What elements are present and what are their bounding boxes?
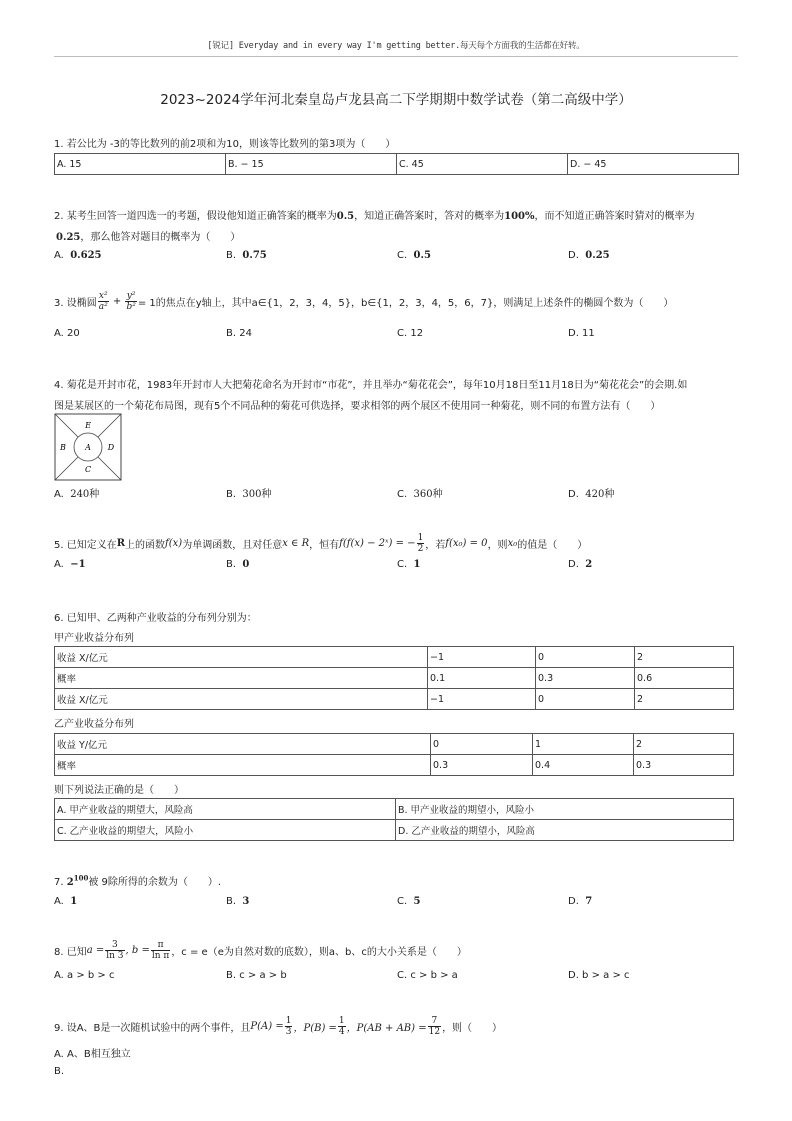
table-cell: 2 xyxy=(635,689,734,710)
q2-prob-guess: 0.25 xyxy=(56,232,81,243)
q1-stem: 1. 若公比为 -3的等比数列的前2项和为10，则该等比数列的第3项为（ ） xyxy=(54,139,396,150)
q3-option-d[interactable]: D. 11 xyxy=(568,328,595,339)
q6-question: 则下列说法正确的是（ ） xyxy=(54,785,184,796)
q7-option-b[interactable]: B. 3 xyxy=(226,896,250,907)
q2-option-c[interactable]: C. 0.5 xyxy=(397,250,431,261)
table-cell: 2 xyxy=(634,734,734,755)
q4-option-d[interactable]: D. 420种 xyxy=(568,489,615,500)
q3-frac-x: $\frac{\text{x²}}{\text{a²}}$ xyxy=(98,291,108,312)
q4-region-d: D xyxy=(107,443,115,452)
table-cell: 1 xyxy=(533,734,634,755)
q5-option-b[interactable]: B. 0 xyxy=(226,559,250,570)
q5-option-c[interactable]: C. 1 xyxy=(397,559,421,570)
table-cell: 收益 X/亿元 xyxy=(55,647,428,668)
q2-text-d: ，那么他答对题目的概率为（ ） xyxy=(80,232,241,243)
table-cell: 0.4 xyxy=(533,755,634,776)
table-cell: 0 xyxy=(431,734,533,755)
q2-stem-line1 xyxy=(54,207,695,222)
q6-option-c[interactable]: C. 乙产业收益的期望大，风险小 xyxy=(55,820,396,841)
table-cell: 0.6 xyxy=(635,668,734,689)
q6-option-b[interactable]: B. 甲产业收益的期望小，风险小 xyxy=(396,799,734,820)
q9-stem: 9. 设A、B是一次随机试验中的两个事件，且P(A) = $\frac{1}{3}$ ，P(B) = $\frac{1}{4}$ ，P(AB + AB) = $\frac{7}{12}$ ，则（ ） xyxy=(54,1016,503,1037)
table-cell: 0 xyxy=(536,689,635,710)
table-cell: 收益 X/亿元 xyxy=(55,689,428,710)
q7-option-c[interactable]: C. 5 xyxy=(397,896,421,907)
q5-option-a[interactable]: A. −1 xyxy=(54,559,86,570)
q2-text-b: ，知道正确答案时，答对的概率为 xyxy=(354,211,505,222)
table-row xyxy=(55,647,734,668)
q1-options-table xyxy=(54,153,739,175)
q8-option-b[interactable]: B. c > a > b xyxy=(226,970,287,981)
q6-option-a[interactable]: A. 甲产业收益的期望大，风险高 xyxy=(55,799,396,820)
q8-option-a[interactable]: A. a > b > c xyxy=(54,970,115,981)
table-cell: −1 xyxy=(428,689,536,710)
q4-region-a: A xyxy=(85,443,91,452)
q9-option-a[interactable]: A. A、B相互独立 xyxy=(54,1049,131,1060)
q2-option-a[interactable]: A. 0.625 xyxy=(54,250,102,261)
q4-region-c: C xyxy=(84,465,92,474)
q8-option-c[interactable]: C. c > b > a xyxy=(397,970,458,981)
q2-stem-line2 xyxy=(56,228,240,243)
table-cell: 0 xyxy=(536,647,635,668)
q5-stem: 5. 已知定义在R上的函数f(x)为单调函数，且对任意x ∈ R，恒有f(f(x) − 2ˣ) = − $\frac{1}{2}$ ，若f(x₀) = 0，则x₀的值是（ ） xyxy=(54,533,588,554)
q6-table-2 xyxy=(54,733,734,776)
q3-stem xyxy=(54,291,673,312)
q3-text-b: = 1的焦点在y轴上，其中a∈{1，2，3，4，5}，b∈{1，2，3，4，5，6，7}，则满足上述条件的椭圆个数为（ ） xyxy=(137,298,674,309)
q4-region-b: B xyxy=(60,443,66,452)
q3-option-a[interactable]: A. 20 xyxy=(54,328,80,339)
q4-flower-layout-diagram xyxy=(54,413,122,481)
q6-stem: 6. 已知甲、乙两种产业收益的分布列分别为： xyxy=(54,613,257,624)
q2-prob-correct: 100% xyxy=(504,211,535,222)
q4-option-b[interactable]: B. 300种 xyxy=(226,489,272,500)
q2-text-c: ，而不知道正确答案时猜对的概率为 xyxy=(534,211,695,222)
q2-text-a: 2. 某考生回答一道四选一的考题，假设他知道正确答案的概率为 xyxy=(54,211,337,222)
q4-region-e: E xyxy=(85,421,91,430)
page-title: 2023~2024学年河北秦皇岛卢龙县高二下学期期中数学试卷（第二高级中学） xyxy=(160,92,632,108)
table-cell: 概率 xyxy=(55,755,431,776)
q1-option-b[interactable]: B. − 15 xyxy=(226,154,397,175)
q3-option-b[interactable]: B. 24 xyxy=(226,328,252,339)
table-cell: 概率 xyxy=(55,668,428,689)
q2-prob-know: 0.5 xyxy=(336,211,355,222)
q7-option-a[interactable]: A. 1 xyxy=(54,896,78,907)
table-cell: −1 xyxy=(428,647,536,668)
q4-stem-line2: 图是某展区的一个菊花布局图，现有5个不同品种的菊花可供选择，要求相邻的两个展区不使用同一种菊花，则不同的布置方法有（ ） xyxy=(54,401,661,412)
q1-option-c[interactable]: C. 45 xyxy=(397,154,568,175)
q8-option-d[interactable]: D. b > a > c xyxy=(568,970,630,981)
q3-text-a: 3. 设椭圆 xyxy=(54,298,97,309)
q6-caption-1: 甲产业收益分布列 xyxy=(54,633,134,644)
q4-option-c[interactable]: C. 360种 xyxy=(397,489,443,500)
q2-option-d[interactable]: D. 0.25 xyxy=(568,250,610,261)
q6-table-1 xyxy=(54,646,734,710)
table-cell: 0.1 xyxy=(428,668,536,689)
q3-frac-y: $\frac{\text{y²}}{\text{b²}}$ xyxy=(126,291,136,312)
q4-option-a[interactable]: A. 240种 xyxy=(54,489,100,500)
q5-option-d[interactable]: D. 2 xyxy=(568,559,593,570)
q6-options-table xyxy=(54,798,734,841)
q6-caption-2: 乙产业收益分布列 xyxy=(54,719,134,730)
table-cell: 0.3 xyxy=(634,755,734,776)
header-divider xyxy=(54,56,738,57)
q3-plus: + xyxy=(109,296,125,307)
q3-option-c[interactable]: C. 12 xyxy=(397,328,424,339)
q8-stem: 8. 已知a = $\frac{3}{\ln 3}$ , b = $\frac{\pi}{\text{ln π}}$ ，c = e（e为自然对数的底数），则a、b、c的大小关系是（ ） xyxy=(54,940,467,961)
table-cell: 0.3 xyxy=(431,755,533,776)
table-cell: 0.3 xyxy=(536,668,635,689)
table-cell: 2 xyxy=(635,647,734,668)
table-row xyxy=(55,755,734,776)
table-row xyxy=(55,668,734,689)
q9-option-b[interactable]: B. xyxy=(54,1066,65,1077)
q7-stem: 7. $2^{100}$被 9除所得的余数为（ ）. xyxy=(54,873,222,888)
q6-option-d[interactable]: D. 乙产业收益的期望小，风险高 xyxy=(396,820,734,841)
table-row xyxy=(55,689,734,710)
watermark-banner: [锐记] Everyday and in every way I'm getting better.每天每个方面我的生活都在好转。 xyxy=(207,41,585,51)
q2-option-b[interactable]: B. 0.75 xyxy=(226,250,267,261)
table-row xyxy=(55,734,734,755)
q1-option-d[interactable]: D. − 45 xyxy=(568,154,739,175)
q1-option-a[interactable]: A. 15 xyxy=(55,154,226,175)
q7-option-d[interactable]: D. 7 xyxy=(568,896,593,907)
q4-stem-line1: 4. 菊花是开封市花，1983年开封市人大把菊花命名为开封市“市花”，并且举办“菊花花会”，每年10月18日至11月18日为“菊花花会”的会期.如 xyxy=(54,380,688,391)
table-cell: 收益 Y/亿元 xyxy=(55,734,431,755)
